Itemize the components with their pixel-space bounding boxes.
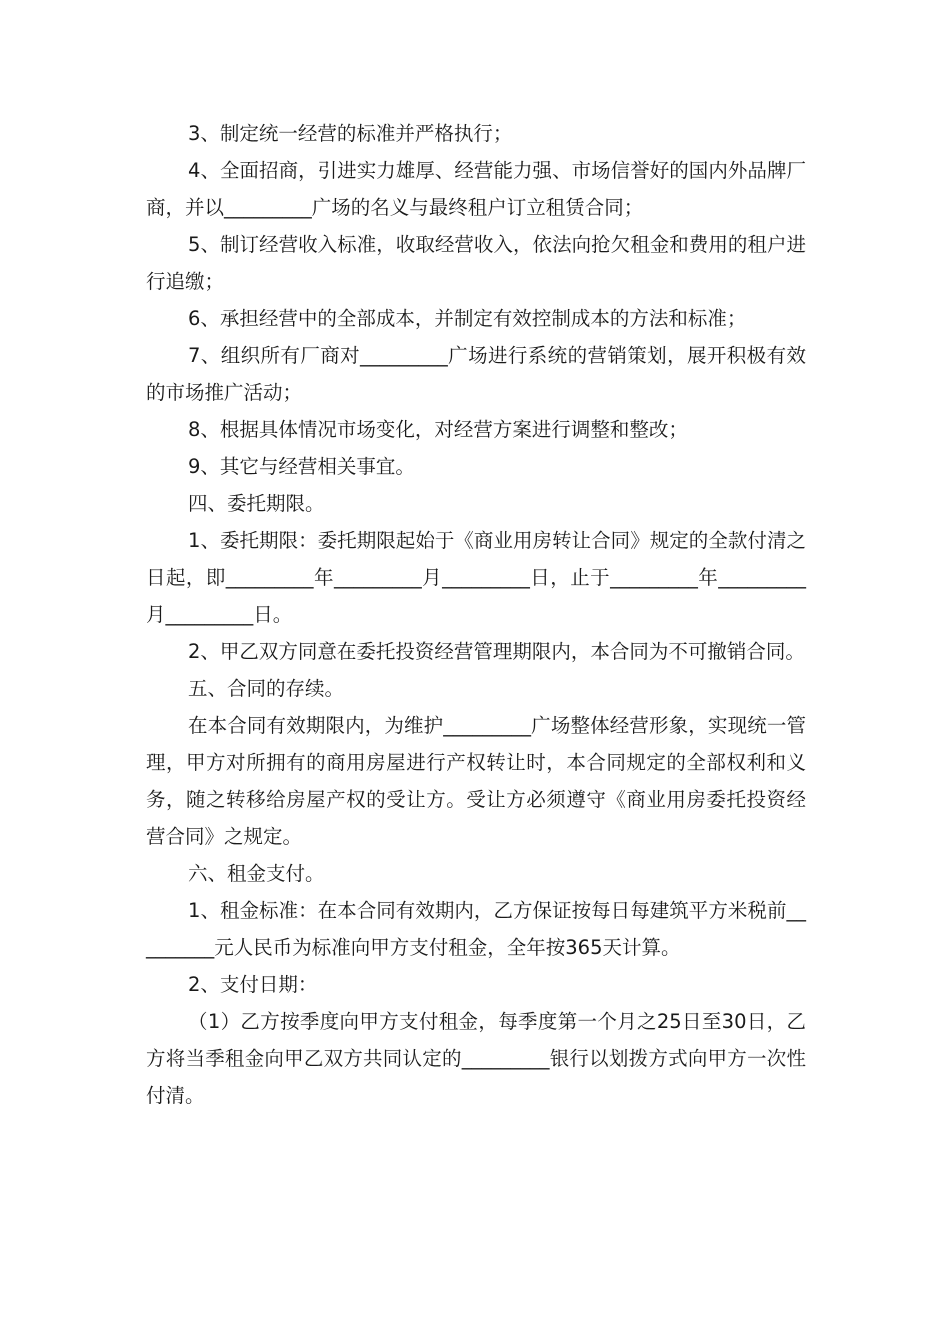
paragraph-item-8: 8、根据具体情况市场变化，对经营方案进行调整和整改； [188,418,688,441]
document-page [146,115,806,1114]
paragraph-term-1: 1、委托期限：委托期限起始于《商业用房转让合同》规定的全款付清之日起，即_________年_________月_________日，止于_________年_________月_________日。 [146,529,806,626]
section-heading-term: 四、委托期限。 [188,492,325,515]
section-heading-continuation: 五、合同的存续。 [188,677,345,700]
paragraph-item-6: 6、承担经营中的全部成本，并制定有效控制成本的方法和标准； [188,307,747,330]
paragraph-item-9: 9、其它与经营相关事宜。 [188,455,415,478]
paragraph-rent-standard: 1、租金标准：在本合同有效期内，乙方保证按每日每建筑平方米税前_________元人民币为标准向甲方支付租金，全年按365天计算。 [146,899,806,959]
paragraph-continuation: 在本合同有效期限内，为维护_________广场整体经营形象，实现统一管理，甲方对所拥有的商用房屋进行产权转让时，本合同规定的全部权利和义务，随之转移给房屋产权的受让方。受让方必须遵守《商业用房委托投资经营合同》之规定。 [146,714,806,848]
paragraph-item-7: 7、组织所有厂商对_________广场进行系统的营销策划，展开积极有效的市场推广活动； [146,344,806,404]
section-heading-rent-payment: 六、租金支付。 [188,862,325,885]
paragraph-payment-quarterly: （1）乙方按季度向甲方支付租金，每季度第一个月之25日至30日，乙方将当季租金向甲乙双方共同认定的_________银行以划拨方式向甲方一次性付清。 [146,1010,806,1107]
paragraph-item-3: 3、制定统一经营的标准并严格执行； [188,122,513,145]
paragraph-term-2: 2、甲乙双方同意在委托投资经营管理期限内，本合同为不可撤销合同。 [188,640,805,663]
paragraph-payment-date: 2、支付日期： [188,973,318,996]
paragraph-item-5: 5、制订经营收入标准，收取经营收入，依法向抢欠租金和费用的租户进行追缴； [146,233,806,293]
paragraph-item-4: 4、全面招商，引进实力雄厚、经营能力强、市场信誉好的国内外品牌厂商，并以_________广场的名义与最终租户订立租赁合同； [146,159,806,219]
